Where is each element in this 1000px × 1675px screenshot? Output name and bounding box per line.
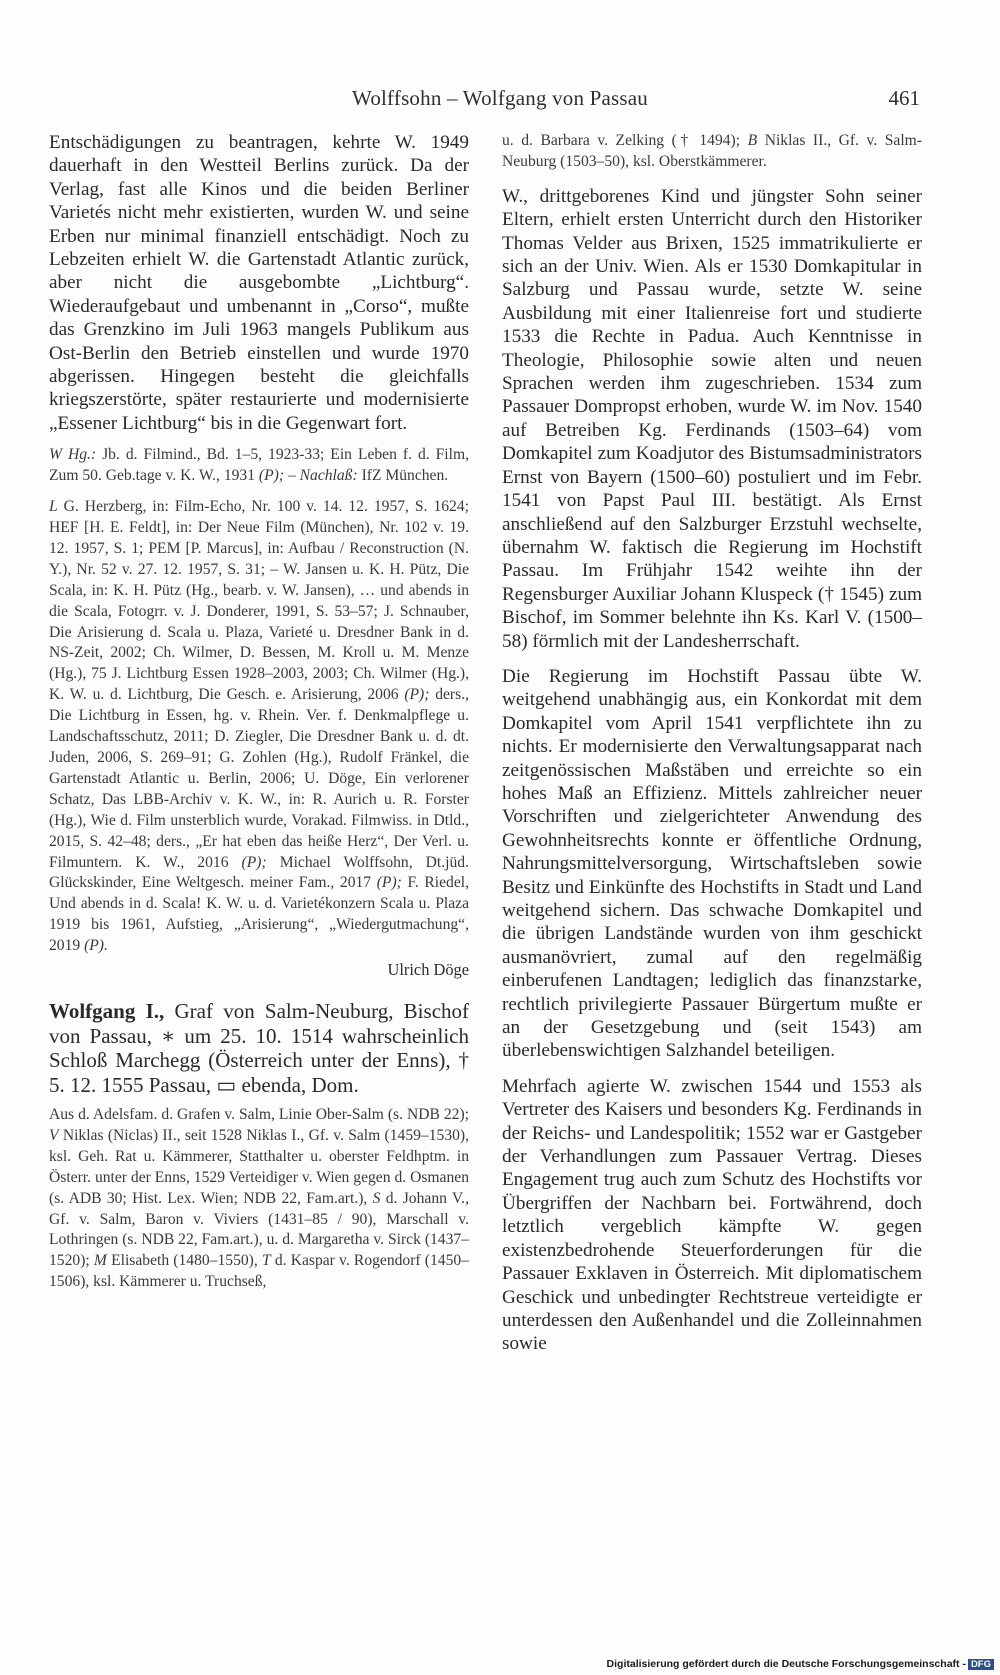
right-column (502, 131, 922, 1356)
literature-portrait-mark: (P); (404, 686, 430, 704)
left-column (49, 131, 469, 1293)
genealogy-note (49, 1105, 469, 1293)
genealogy-label-s: S (372, 1189, 381, 1207)
body-paragraph: Mehrfach agierte W. zwischen 1544 und 1553 als Vertreter des Kaisers und besonders Kg. Ferdinands in der Reichs- und Landespolitik; 1552 war er Gastgeber der Verhandlungen zum Passauer Vertrag. Dieses Engagement trug auch zum Schutz des Hochstifts vor Übergriffen der Nachbarn bei. Fortwährend, doch letztlich vergeblich kämpfte W. gegen existenzbedrohende Steuerforderungen für die Passauer Exklaven in Österreich. Mit diplomatischem Geschick und unbedingter Rechtstreue verteidigte er unterdessen den Außenhandel und die Zolleinnahmen sowie (502, 1075, 922, 1355)
genealogy-label-b: B (747, 132, 758, 149)
author-signature: Ulrich Döge (387, 960, 469, 980)
dfg-logo: DFG (968, 1659, 994, 1670)
literature-text-b: ders., Die Lichtburg in Essen, hg. v. Rhein. Ver. f. Denkmalpflege u. Landschaftsschutz, 2011; D. Ziegler, Die Dresdner Bank u. d. dt. Juden, 2006, S. 269–91; G. Zohlen (Hg.), Rudolf Fränkel, die Gartenstadt Atlantic u. Berlin, 2006; U. Döge, Ein verlorener Schatz, Das LBB-Archiv v. K. W., in: R. Aurich u. R. Forster (Hg.), Wie d. Film unsterblich wurde, Vorakad. Filmwiss. in Dtld., 2015, S. 42–48; ders., „Er hat eben das heiße Herz“, Der Verl. u. Filmuntern. K. W., 2016 (49, 686, 469, 871)
entry-name: Wolfgang I., (49, 999, 165, 1024)
genealogy-text-f: u. d. Barbara v. Zelking († 1494); (502, 132, 748, 149)
genealogy-text-g: Niklas II., Gf. v. Salm-Neuburg (1503–50), ksl. Oberstkämmerer. (502, 132, 922, 170)
literature-text-d: F. Riedel, Und abends in d. Scala! K. W. u. d. Varietékonzern Scala u. Plaza 1919 bis 1961, Aufstieg, „Arisierung“, „Wiedergutmachung“, 2019 (49, 874, 469, 955)
literature-note (49, 497, 469, 957)
works-label: W Hg.: (49, 446, 97, 464)
entry-heading (49, 999, 469, 1097)
nachlass-label: Nachlaß: (299, 467, 358, 485)
genealogy-label-v: V (49, 1126, 59, 1144)
genealogy-continued (502, 131, 922, 173)
genealogy-label-t: T (261, 1252, 271, 1270)
page-number: 461 (888, 86, 920, 110)
genealogy-text-b: Niklas (Niclas) II., seit 1528 Niklas I., Gf. v. Salm (1459–1530), ksl. Geh. Rat u. Kämmerer, Statthalter u. oberster Feldhptm. in Österr. unter der Enns, 1529 Verteidiger v. Wien gegen d. Osmanen (s. ADB 30; Hist. Lex. Wien; NDB 22, Fam.art.), (49, 1126, 469, 1207)
genealogy-label-m: M (93, 1252, 107, 1270)
literature-portrait-mark: (P); (376, 874, 402, 892)
literature-portrait-mark: (P). (84, 937, 108, 955)
genealogy-text-d: Elisabeth (1480–1550), (106, 1252, 262, 1270)
genealogy-text-a: Aus d. Adelsfam. d. Grafen v. Salm, Linie Ober-Salm (s. NDB 22); (49, 1106, 469, 1124)
literature-portrait-mark: (P); (241, 853, 267, 871)
works-note (49, 445, 469, 487)
works-portrait-mark: (P); (258, 467, 285, 485)
genealogy-text-e: d. Kaspar v. Rogendorf (1450–1506), ksl. Kämmerer u. Truchseß, (49, 1252, 469, 1291)
nachlass-text: IfZ München. (357, 467, 449, 485)
literature-text-c: Michael Wolffsohn, Dt.jüd. Glückskinder, Eine Weltgesch. meiner Fam., 2017 (49, 853, 469, 892)
body-paragraph: Die Regierung im Hochstift Passau übte W. weitgehend unabhängig aus, ein Konkordat mit dem Domkapitel vom April 1541 verpflichtete ihn zu nichts. Er modernisierte den Verwaltungsapparat nach zeitgenössischen Maßstäben und erreichte so ein hohes Maß an Effizienz. Mittels zahlreicher neuer Vorschriften und zielgerichteter Anwendung des Gewohnheitsrechts konnte er öffentliche Ordnung, Nahrungsmittelversorgung, Wirtschaftsleben sowie Besitz und Einkünfte des Hochstifts in Stadt und Land weitgehend sichern. Das schwache Domkapitel und die übrigen Landstände wurden von ihm geschickt ausmanövriert, zumal auf den regelmäßig einberufenen Landtagen; lediglich das finanzstarke, rechtlich privilegierte Passauer Bürgertum mußte er an der Gesetzgebung und (seit 1543) am überlebenswichtigen Salzhandel beteiligen. (502, 665, 922, 1062)
entry-dates: Graf von Salm-Neuburg, Bischof von Passau, ∗ um 25. 10. 1514 wahrscheinlich Schloß Marchegg (Österreich unter der Enns), † 5. 12. 1555 Passau, ▭ ebenda, Dom. (49, 999, 470, 1097)
footer-text: Digitalisierung gefördert durch die Deutsche Forschungsgemeinschaft - (606, 1658, 966, 1670)
works-dash: – (284, 467, 300, 485)
body-paragraph: W., drittgeborenes Kind und jüngster Sohn seiner Eltern, erhielt ersten Unterricht durch den Historiker Thomas Velder aus Brixen, 1525 immatrikulierte er sich an der Univ. Wien. Als er 1530 Domkapitular in Salzburg und Passau wurde, setzte W. seine Ausbildung mit einer Italienreise fort und studierte 1533 die Rechte in Padua. Auch Kenntnisse in Theologie, Philosophie sowie alten und neuen Sprachen werden ihm zugeschrieben. 1534 zum Passauer Dompropst erhoben, wurde W. im Nov. 1540 auf Betreiben Kg. Ferdinands (1503–64) vom Domkapitel zum Koadjutor des Bistumsadministrators Ernst von Bayern (1500–60) postuliert und im Febr. 1541 von Papst Paul III. bestätigt. Als Ernst anschließend auf den Salzburger Erzstuhl wechselte, übernahm W. faktisch die Regierung im Hochstift Passau. Im Frühjahr 1542 weihte ihn der Regensburger Auxiliar Johann Kluspeck († 1545) zum Bischof, im Sommer belehnte ihn Ks. Karl V. (1500–58) förmlich mit der Landesherrschaft. (502, 185, 922, 652)
digitization-footer (604, 1658, 994, 1670)
genealogy-text-c: d. Johann V., Gf. v. Salm, Baron v. Viviers (1431–85 / 90), Marschall v. Lothringen (s. NDB 22, Fam.art.), u. d. Margaretha v. Sirck (1437–1520); (49, 1189, 469, 1270)
literature-label: L (49, 498, 58, 516)
running-title: Wolffsohn – Wolfgang von Passau (351, 86, 649, 110)
body-paragraph: Entschädigungen zu beantragen, kehrte W. 1949 dauerhaft in den Westteil Berlins zurück. Da der Verlag, fast alle Kinos und die beiden Berliner Varietés nicht mehr existierten, wurden W. und seine Erben nur minimal finanziell entschädigt. Noch zu Lebzeiten erhielt W. die Gartenstadt Atlantic zurück, aber nicht die ausgebombte „Lichtburg“. Wiederaufgebaut und umbenannt in „Corso“, mußte das Grenzkino im Juli 1963 mangels Publikum aus Ost-Berlin den Betrieb einstellen und wurde 1970 abgerissen. Hingegen besteht die gleichfalls kriegszerstörte, später restaurierte und modernisierte „Essener Lichtburg“ bis in die Gegenwart fort. (49, 132, 469, 434)
literature-text-a: G. Herzberg, in: Film-Echo, Nr. 100 v. 14. 12. 1957, S. 1624; HEF [H. E. Feldt], in: Der Neue Film (München), Nr. 102 v. 19. 12. 1957, S. 1; PEM [P. Marcus], in: Aufbau / Reconstruction (N. Y.), Nr. 52 v. 27. 12. 1957, S. 31; – W. Jansen u. K. H. Pütz, Die Scala, in: K. H. Pütz (Hg., bearb. v. W. Jansen), … und abends in die Scala, Fotogrr. v. J. Donderer, 1991, S. 53–57; J. Schnauber, Die Arisierung d. Scala u. Plaza, Varieté u. Dresdner Bank in d. NS-Zeit, 2002; Ch. Wilmer, D. Bessen, M. Kroll u. M. Menze (Hg.), 75 J. Lichtburg Essen 1928–2003, 2003; Ch. Wilmer (Hg.), K. W. u. d. Lichtburg, Die Gesch. e. Arisierung, 2006 (49, 498, 469, 704)
works-text: Jb. d. Filmind., Bd. 1–5, 1923-33; Ein Leben f. d. Film, Zum 50. Geb.tage v. K. W., 1931 (49, 446, 469, 485)
